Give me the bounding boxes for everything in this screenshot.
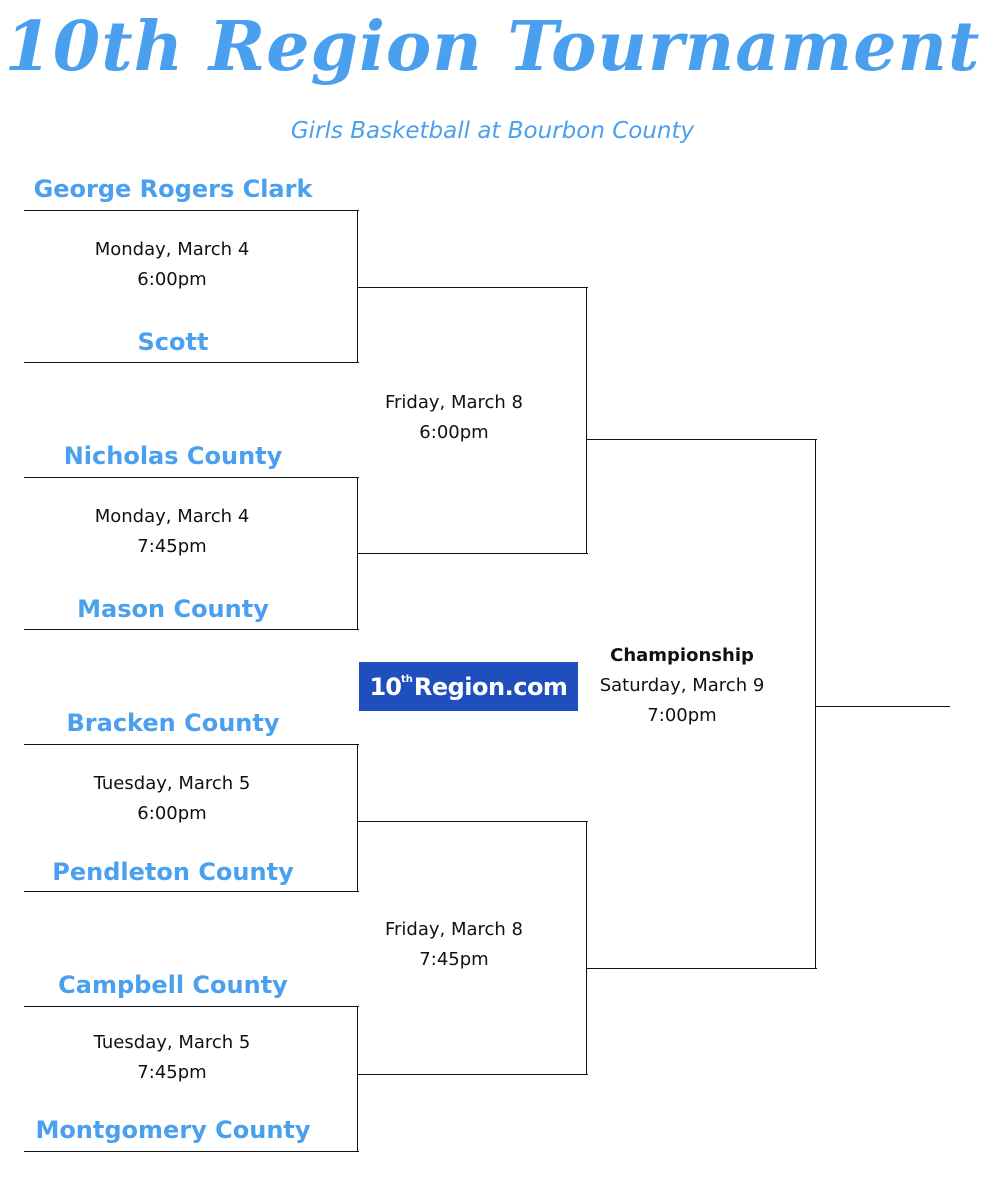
team-name: Pendleton County [52,858,294,886]
game-date: Tuesday, March 5 [93,1032,251,1053]
team-name: Scott [137,328,209,356]
bracket-line [587,439,817,440]
game-date: Tuesday, March 5 [93,773,251,794]
game-time: 6:00pm [419,422,489,443]
game-date: Saturday, March 9 [599,675,765,696]
game-info [22,502,322,562]
game-time: 7:00pm [647,705,717,726]
bracket-line [358,553,588,554]
team-name: Mason County [77,595,269,623]
bracket-line [357,744,358,892]
game-date: Friday, March 8 [384,392,524,413]
bracket-line [358,287,588,288]
logo-number: 10 [369,672,401,701]
team-name: Montgomery County [35,1116,311,1144]
page-title: 10th Region Tournament [4,7,981,87]
bracket-line [24,1151,359,1152]
bracket-line [358,821,588,822]
bracket-line [358,1074,588,1075]
team-name: Nicholas County [63,442,283,470]
bracket-line [24,362,359,363]
game-time: 6:00pm [137,269,207,290]
bracket-line [24,629,359,630]
winner-line [816,706,950,707]
game-time: 7:45pm [137,1062,207,1083]
game-time: 7:45pm [419,949,489,970]
bracket-line [587,968,817,969]
team-name: Bracken County [66,709,280,737]
game-date: Monday, March 4 [94,506,250,527]
logo-name: Region.com [413,672,568,701]
semifinal-info [304,915,604,975]
bracket-line [24,210,359,211]
10th-region-logo [359,662,578,711]
game-time: 6:00pm [137,803,207,824]
game-info [22,1028,322,1088]
semifinal-info [304,388,604,448]
bracket-line [24,1006,359,1007]
page-subtitle: Girls Basketball at Bourbon County [290,118,695,144]
team-name: George Rogers Clark [33,175,313,203]
game-time: 7:45pm [137,536,207,557]
logo-suffix: th [400,674,413,685]
game-date: Monday, March 4 [94,239,250,260]
championship-label: Championship [610,645,754,666]
bracket-line [24,477,359,478]
game-date: Friday, March 8 [384,919,524,940]
bracket-line [357,1006,358,1152]
bracket-line [24,891,359,892]
game-info [22,769,322,829]
team-name: Campbell County [58,971,288,999]
bracket-line [24,744,359,745]
game-info [22,235,322,295]
